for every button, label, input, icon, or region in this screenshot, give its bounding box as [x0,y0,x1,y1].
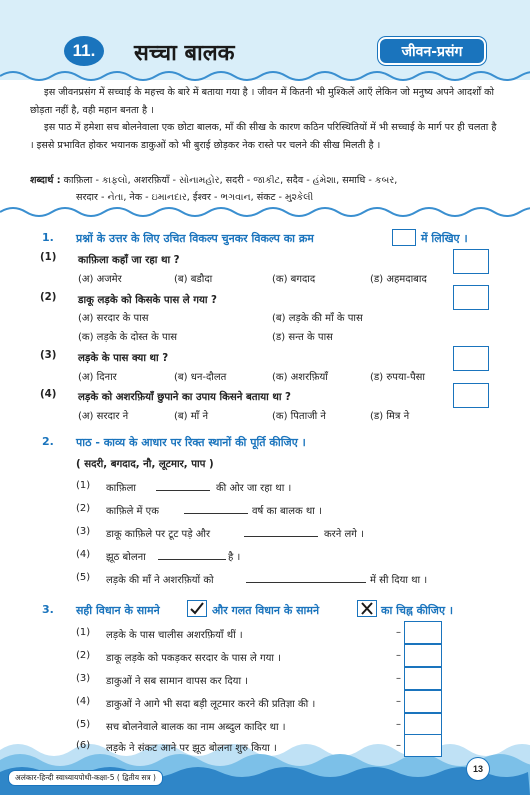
statement: डाकुओं ने आगे भी सदा बड़ी लूटमार करने की प्रतिज्ञा की । [106,699,316,710]
option: (क) अशरफ़ियाँ [272,372,328,383]
chapter-tag: जीवन-प्रसंग [380,39,484,63]
blank-line[interactable] [158,559,226,560]
option-code-box [392,229,416,246]
answer-box[interactable] [404,667,442,690]
option: (ब) धन-दौलत [174,372,227,383]
question-text: लड़के के पास क्या था ? [78,353,169,364]
statement: डाकू लड़के को पकड़कर सरदार के पास ले गया । [106,653,281,664]
item-text-before: काफ़िले में एक [106,506,159,517]
question-number: (3) [40,350,57,361]
item-number: (4) [76,549,91,560]
item-number: (3) [76,673,91,684]
dash: – [396,673,401,684]
item-number: (2) [76,503,91,514]
option: (क) बगदाद [272,274,316,285]
option: (अ) सरदार ने [78,411,129,422]
statement: लड़के ने संकट आने पर झूठ बोलना शुरु किया । [106,743,277,754]
question-number: (4) [40,389,57,400]
option: (ब) माँ ने [174,411,208,422]
item-text-before: काफ़िला [106,483,136,494]
option: (ब) लड़के की माँ के पास [272,313,363,324]
section1-number: 1. [42,231,54,244]
chapter-title: सच्चा बालक [134,41,235,66]
item-number: (4) [76,696,91,707]
cross-mark-icon [357,600,377,617]
question-text: डाकू लड़के को किसके पास ले गया ? [78,295,217,306]
answer-box[interactable] [404,690,442,713]
glossary-line: काफ़िला - કાફલો, अशरफ़ियाँ - સોનામહોર, सदरी - જાકીટ, सदैव - હંમેશા, समाधि - કબર, [63,175,398,186]
section3-number: 3. [42,603,54,616]
footer-book-title: अलंकार-हिन्दी स्वाध्यायपोथी-कक्षा-5 ( द्वितीय सत्र ) [8,770,163,786]
glossary-label: शब्दार्थ : [30,175,61,186]
item-number: (5) [76,719,91,730]
item-text-before: डाकू काफ़िले पर टूट पड़े और [106,529,211,540]
item-number: (3) [76,526,91,537]
item-number: (5) [76,572,91,583]
dash: – [396,719,401,730]
item-number: (2) [76,650,91,661]
question-number: (2) [40,292,57,303]
blank-line[interactable] [156,490,210,491]
option: (क) लड़के के दोस्त के पास [78,332,178,343]
blank-line[interactable] [184,513,248,514]
blank-line[interactable] [244,536,318,537]
blank-line[interactable] [246,582,366,583]
item-text-after: है । [228,552,241,563]
option: (ड) मित्र ने [370,411,410,422]
question-text: काफ़िला कहाँ जा रहा था ? [78,255,180,266]
item-text-after: वर्ष का बालक था । [252,506,322,517]
glossary [30,172,500,206]
question-text: लड़के को अशरफ़ियाँ छुपाने का उपाय किसने बताया था ? [78,392,291,403]
dash: – [396,740,401,751]
section3-heading-a: सही विधान के सामने [76,604,160,617]
glossary-line: सरदार - નેતા, नेक - ઇમાનદાર, ईश्वर - ભગવાન, संकट - મુશ્કેલી [76,192,314,203]
answer-box[interactable] [404,644,442,667]
word-bank: ( सदरी, बगदाद, नौ, लूटमार, पाप ) [76,459,214,470]
item-number: (1) [76,627,91,638]
wave-divider-middle [0,204,530,220]
intro-paragraph: इस पाठ में हमेशा सच बोलनेवाला एक छोटा बालक, माँ की सीख के कारण कठिन परिस्थितियों में भी सच्चाई के मार्ग पर ही चलता है । इससे प्रभावित होकर भयानक डाकुओं को भी बुराई छोड़कर नेक रास्ते पर चलने की सीख मिलती है । [30,122,497,151]
option: (ड) सन्त के पास [272,332,333,343]
option: (ड) अहमदाबाद [370,274,427,285]
section3-heading-b: और गलत विधान के सामने [212,604,320,617]
page-number: 13 [466,757,490,781]
statement: डाकुओं ने सब सामान वापस कर दिया । [106,676,249,687]
option: (अ) सरदार के पास [78,313,149,324]
option: (अ) अजमेर [78,274,122,285]
option: (अ) दिनार [78,372,117,383]
option: (क) पिताजी ने [272,411,326,422]
dash: – [396,650,401,661]
answer-box[interactable] [453,285,489,310]
item-number: (6) [76,740,91,751]
section1-heading-tail: में लिखिए । [421,232,468,245]
answer-box[interactable] [453,346,489,371]
section3-heading-c: का चिह्न कीजिए । [381,604,454,617]
answer-box[interactable] [453,383,489,408]
answer-box[interactable] [404,621,442,644]
check-mark-icon [187,600,207,617]
statement: लड़के के पास चालीस अशरफ़ियाँ थीं । [106,630,243,641]
item-text-before: लड़के की माँ ने अशरफ़ियों को [106,575,214,586]
item-text-after: की ओर जा रहा था । [216,483,292,494]
item-text-after: में सी दिया था । [370,575,428,586]
answer-box[interactable] [453,249,489,274]
section1-heading: प्रश्नों के उत्तर के लिए उचित विकल्प चुनकर विकल्प का क्रम [76,232,314,245]
section2-number: 2. [42,435,54,448]
item-number: (1) [76,480,91,491]
item-text-before: झूठ बोलना [106,552,146,563]
section2-heading: पाठ - काव्य के आधार पर रिक्त स्थानों की पूर्ति कीजिए । [76,436,306,449]
chapter-number: 11. [64,36,104,66]
dash: – [396,627,401,638]
intro-text [30,84,498,154]
statement: सच बोलनेवाले बालक का नाम अब्दुल कादिर था । [106,722,286,733]
item-text-after: करने लगे । [324,529,364,540]
option: (ब) बडौदा [174,274,213,285]
intro-paragraph: इस जीवनप्रसंग में सच्चाई के महत्त्व के बारे में बताया गया है । जीवन में कितनी भी मुश्किलें आएँ लेकिन जो मनुष्य अपने आदर्शों को छोड़ता नहीं है, वही महान बनता है । [30,87,494,116]
option: (ड) रुपया-पैसा [370,372,426,383]
dash: – [396,696,401,707]
answer-box[interactable] [404,734,442,757]
question-number: (1) [40,252,57,263]
wave-divider-top [0,68,530,84]
